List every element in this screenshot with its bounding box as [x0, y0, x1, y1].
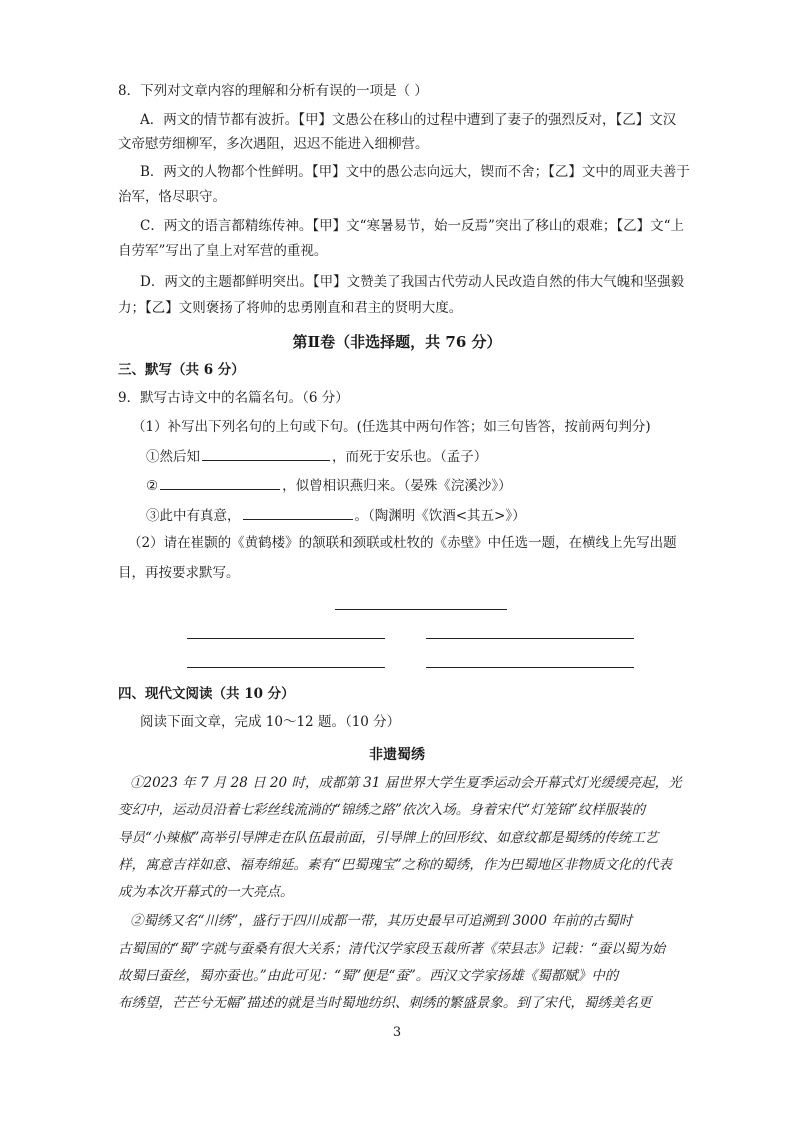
q9-item1 — [146, 446, 487, 466]
q9-item1-post: ，而死于安乐也。（孟子） — [332, 449, 488, 465]
q9-item2-answer-blank[interactable] — [160, 475, 280, 490]
q9-item1-answer-blank[interactable] — [202, 446, 330, 461]
q8-option-b-line1: B．两文的人物都个性鲜明。【甲】文中的愚公志向远大，锲而不舍；【乙】文中的周亚夫善于 — [140, 164, 690, 180]
q9-item3-post: 。（陶渊明《饮酒<其五>》） — [354, 508, 526, 524]
article-p1-line3: 导员“小辣椒”高举引导牌走在队伍最前面，引导牌上的回形纹、如意纹都是蜀绣的传统工艺 — [118, 830, 659, 846]
q9-item2-post: ，似曾相识燕归来。（晏殊《浣溪沙》） — [282, 478, 512, 494]
part2-heading: 第Ⅱ卷（非选择题，共 76 分） — [292, 333, 502, 351]
q9-stem: 9．默写古诗文中的名篇名句。（6 分） — [118, 390, 349, 406]
article-title: 非遗蜀绣 — [369, 747, 425, 763]
q8-option-c-line2: 自劳军”写出了皇上对军营的重视。 — [118, 243, 328, 259]
section4-intro: 阅读下面文章，完成 10～12 题。（10 分） — [140, 714, 401, 730]
q9-item2 — [146, 475, 512, 495]
q9-answer-line-1[interactable] — [187, 638, 385, 639]
q9-sub2-line2: 目，再按要求默写。 — [118, 565, 240, 581]
q9-sub2-line1: （2）请在崔颢的《黄鹤楼》的颔联和颈联或杜牧的《赤壁》中任选一题，在横线上先写出题 — [128, 535, 677, 551]
q9-title-answer-line[interactable] — [335, 609, 507, 610]
article-p1-line4: 样，寓意吉祥如意、福寿绵延。素有“巴蜀瑰宝”之称的蜀绣，作为巴蜀地区非物质文化的代表 — [118, 857, 672, 873]
q9-sub1-instruction: （1）补写出下列名句的上句或下句。(任选其中两句作答；如三句皆答，按前两句判分) — [132, 419, 651, 435]
q8-option-d-line2: 力；【乙】文则褒扬了将帅的忠勇刚直和君主的贤明大度。 — [118, 300, 463, 316]
section3-title: 三、默写（共 6 分） — [118, 362, 245, 378]
q8-option-d-line1: D．两文的主题都鲜明突出。【甲】文赞美了我国古代劳动人民改造自然的伟大气魄和坚强毅 — [140, 274, 685, 290]
q8-option-a-line2: 文帝慰劳细柳军，多次遇阻，迟迟不能进入细柳营。 — [118, 136, 429, 152]
article-p2-line3: 故蜀曰蚕丝，蜀亦蚕也。”由此可见：“蜀”便是“蚕”。西汉文学家扬雄《蜀都赋》中的 — [118, 968, 619, 984]
q8-option-a-line1: A．两文的情节都有波折。【甲】文愚公在移山的过程中遭到了妻子的强烈反对，【乙】文汉 — [140, 112, 677, 128]
q9-item3-pre: ③此中有真意， — [146, 508, 241, 524]
page-number: 3 — [392, 1025, 402, 1040]
section4-title: 四、现代文阅读（共 10 分） — [118, 686, 295, 702]
article-p2-line4: 布绣望，芒芒兮无幅”描述的就是当时蜀地纺织、刺绣的繁盛景象。到了宋代，蜀绣美名更 — [118, 995, 652, 1011]
article-p2-line1: ②蜀绣又名“川绣”，盛行于四川成都一带，其历史最早可追溯到 3000 年前的古蜀时 — [130, 913, 633, 929]
q9-item3-answer-blank[interactable] — [243, 505, 353, 520]
q9-answer-line-4[interactable] — [426, 667, 634, 668]
article-p1-line5: 成为本次开幕式的一大亮点。 — [118, 884, 294, 900]
q9-answer-line-2[interactable] — [426, 638, 634, 639]
article-p2-line2: 古蜀国的“蜀”字就与蚕桑有很大关系；清代汉学家段玉裁所著《荣县志》记载：“蚕以蜀为始 — [118, 941, 666, 957]
q9-item3 — [146, 505, 526, 525]
q9-answer-line-3[interactable] — [187, 667, 385, 668]
article-p1-line1: ①2023 年 7 月 28 日 20 时，成都第 31 届世界大学生夏季运动会开幕式灯光缓缓亮起，光 — [130, 775, 682, 791]
q9-item1-pre: ①然后知 — [146, 449, 200, 465]
q8-option-b-line2: 治军，恪尽职守。 — [118, 189, 226, 205]
q9-item2-pre: ② — [146, 478, 159, 494]
q8-stem: 8．下列对文章内容的理解和分析有误的一项是（ ） — [118, 83, 428, 99]
q8-option-c-line1: C．两文的语言都精练传神。【甲】文“寒暑易节，始一反焉”突出了移山的艰难；【乙】文“上 — [140, 218, 685, 234]
article-p1-line2: 变幻中，运动员沿着七彩丝线流淌的“锦绣之路”依次入场。身着宋代“灯笼锦”纹样服装的 — [118, 802, 646, 818]
